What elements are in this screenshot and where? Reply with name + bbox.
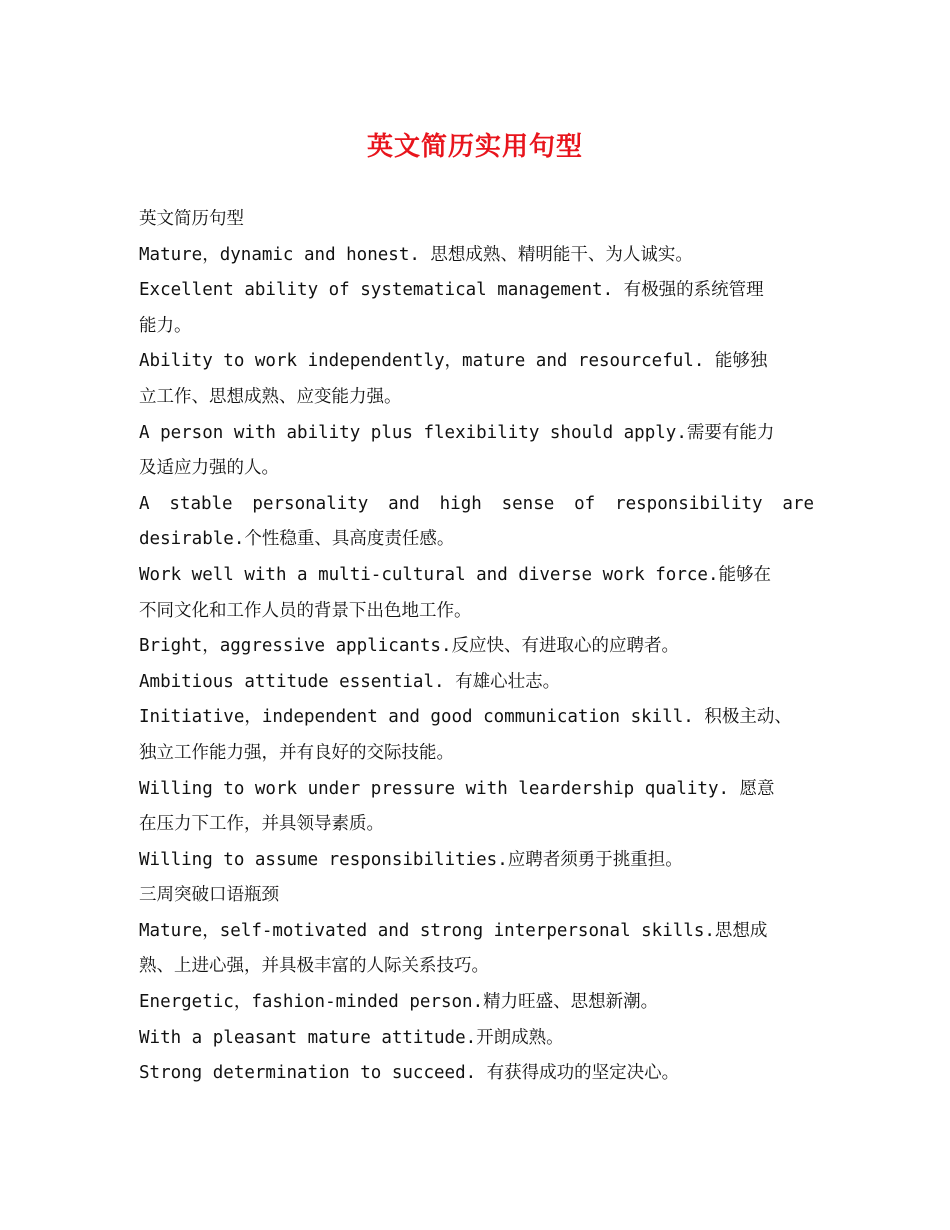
- text-line: 能力。: [139, 315, 192, 336]
- text-line: 立工作、思想成熟、应变能力强。: [139, 386, 402, 407]
- text-line: 三周突破口语瓶颈: [139, 885, 279, 906]
- text-line: Strong determination to succeed. 有获得成功的坚定决心。: [139, 1063, 680, 1084]
- text-line: Ambitious attitude essential. 有雄心壮志。: [139, 671, 561, 692]
- text-line: Initiative，independent and good communication skill. 积极主动、: [139, 707, 792, 728]
- text-line: Energetic，fashion-minded person.精力旺盛、思想新潮。: [139, 992, 659, 1013]
- text-line: 在压力下工作，并具领导素质。: [139, 814, 384, 835]
- text-line: Ability to work independently，mature and resourceful. 能够独: [139, 351, 768, 372]
- text-line: Excellent ability of systematical management. 有极强的系统管理: [139, 280, 764, 301]
- text-line: Mature，dynamic and honest. 思想成熟、精明能干、为人诚实。: [139, 244, 693, 265]
- text-line: 独立工作能力强，并有良好的交际技能。: [139, 742, 454, 763]
- text-line: 及适应力强的人。: [139, 458, 279, 479]
- text-line: Bright，aggressive applicants.反应快、有进取心的应聘者。: [139, 636, 680, 657]
- text-line: 英文简历句型: [139, 209, 244, 229]
- text-line: 熟、上进心强，并具极丰富的人际关系技巧。: [139, 956, 489, 977]
- text-line: Willing to work under pressure with leardership quality. 愿意: [139, 778, 775, 799]
- text-line: Work well with a multi-cultural and diverse work force.能够在: [139, 564, 771, 585]
- text-line: 不同文化和工作人员的背景下出色地工作。: [139, 600, 472, 621]
- document-title: 英文简历实用句型: [366, 132, 583, 162]
- document-body: [139, 202, 814, 1092]
- text-line: Mature，self-motivated and strong interpersonal skills.思想成: [139, 920, 768, 941]
- text-line: With a pleasant mature attitude.开朗成熟。: [139, 1027, 564, 1048]
- text-line: A stable personality and high sense of responsibility are: [139, 493, 814, 514]
- text-line: desirable.个性稳重、具高度责任感。: [139, 529, 455, 550]
- text-line: Willing to assume responsibilities.应聘者须勇于挑重担。: [139, 849, 683, 870]
- text-line: A person with ability plus flexibility should apply.需要有能力: [139, 422, 775, 443]
